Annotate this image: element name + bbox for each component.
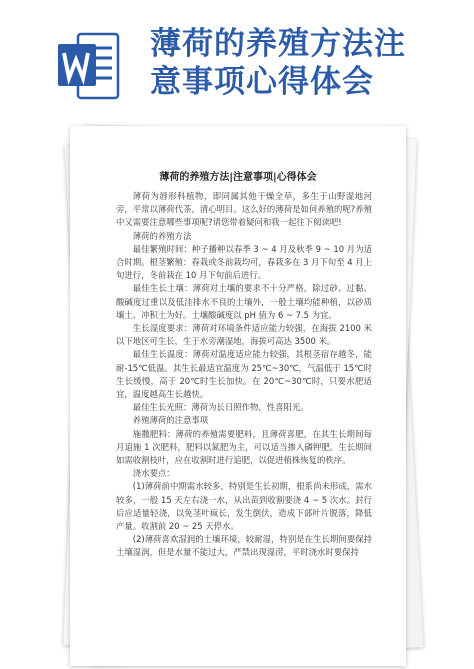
word-document-icon [56, 30, 120, 102]
paragraph: 最佳生长土壤：薄荷对土壤的要求不十分严格，除过砂、过黏、酸碱度过重以及低洼排水不良的土壤外，一般土壤均能种植，以砂质壤土、冲积土为好。土壤酸碱度以 pH 值为 6 ~ 7.5 为宜。 [116, 283, 372, 320]
paragraph: 生长湿度要求：薄荷对环境条件适应能力较强，在海拔 2100 米以下地区可生长，生于水旁潮湿地，海拔可高达 3500 米。 [116, 323, 372, 347]
paragraph: (2)薄荷喜欢湿润的土壤环境，较耐湿，特别是在生长期间要保持土壤湿润，但是水量不能过大，严禁出现湿涝，平时浇水时要保持 [116, 534, 372, 558]
document-title: 薄荷的养殖方法|注意事项|心得体会 [159, 172, 317, 183]
banner-title-line-2: 意事项心得体会 [150, 64, 374, 100]
paragraph: 最佳生长温度：薄荷对温度适应能力较强，其根茎宿存越冬，能耐-15℃低温。其生长最适宜温度为 25℃~30℃，气温低于 15℃时生长缓慢，高于 20℃时生长加快。在 20℃~30℃时，只要水肥适宜，温度越高生长越快。 [116, 349, 372, 400]
paragraph: 薄荷为唇形科植物，即同属其他干燥全草，多生于山野湿地河旁，平常以薄荷代茶，清心明目。这么好的薄荷是如何养殖的呢?养殖中又需要注意哪些事项呢?请您带着疑问和我一起往下阅读吧! [116, 191, 372, 228]
paragraph: (1)薄荷前中期需水较多，特别是生长初期，根系尚未形成，需水较多，一般 15 天左右浇一水，从出苗到收割要浇 4 ~ 5 次水。封行后应适量轻浇，以免茎叶疯长，发生倒伏，造成下部叶片脱落，降低产量。收割前 20 ~ 25 天停水。 [116, 481, 372, 532]
banner [0, 0, 474, 130]
paragraph: 浇水要点： [132, 468, 175, 479]
document-page [70, 126, 406, 666]
section-heading: 养殖薄荷的注意事项 [132, 415, 209, 426]
section-heading: 薄荷的养殖方法 [132, 230, 192, 241]
banner-title-line-1: 薄荷的养殖方法注 [150, 26, 406, 62]
paragraph: 最佳生长光照：薄荷为长日照作物，性喜阳光。 [132, 402, 309, 413]
paragraph: 最佳繁殖时间：种子播种以春季 3 ~ 4 月及秋季 9 ~ 10 月为适合时期。根茎繁殖：春栽或冬前栽均可，春栽多在 3 月下旬至 4 月上旬进行，冬前栽在 10 月下旬前后进行。 [116, 243, 372, 281]
paragraph: 施撒肥料：薄荷的养殖需要肥料，且薄荷喜肥，在其生长期间每月追施 1 次肥料，肥料以氮肥为主，可以适当掺入磷钾肥。生长期间如需收割枝叶，应在收割时进行追肥，以促进植株恢复的秩序。 [116, 428, 372, 466]
document-preview [0, 118, 474, 669]
document-body [116, 190, 372, 560]
